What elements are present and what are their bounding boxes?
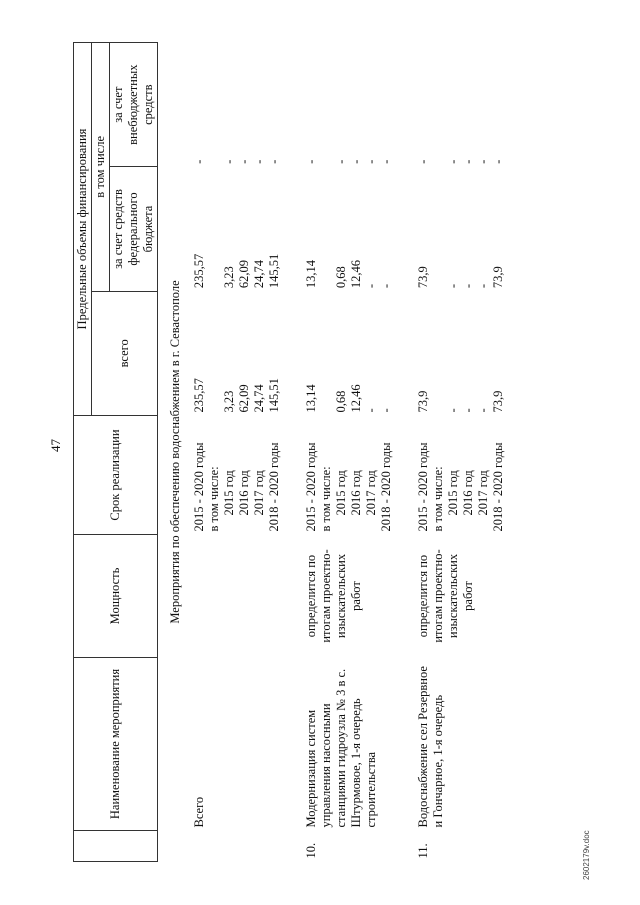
- row-periods-line: 2016 год: [237, 470, 251, 516]
- row-total-line: 73,9: [416, 390, 430, 413]
- row-power: определится по итогам проектно-изыскательских работ: [304, 549, 363, 643]
- row-extrabudget-line: -: [334, 159, 348, 164]
- row-federal: [191, 167, 283, 291]
- page-number: 47: [48, 439, 63, 452]
- row-federal: [415, 167, 507, 291]
- row-name: Всего: [192, 796, 206, 828]
- table-body: [158, 43, 528, 862]
- row-federal-line: 0,68: [334, 266, 348, 289]
- row-federal-line: -: [461, 284, 475, 289]
- row-federal-line: [319, 170, 334, 288]
- row-periods-line: 2015 год: [446, 470, 460, 516]
- header-term: Срок реализации: [74, 416, 158, 535]
- row-periods-line: 2018 - 2020 годы: [491, 442, 505, 532]
- row-extrabudget-line: [319, 46, 334, 164]
- row-spacer: [507, 43, 527, 862]
- row-spacer: [395, 43, 415, 862]
- rotated-table-container: [73, 42, 563, 862]
- row-periods-line: в том числе:: [431, 466, 445, 532]
- row-number: 10.: [304, 842, 318, 859]
- financing-table: [73, 42, 527, 862]
- row-total-line: -: [379, 408, 393, 413]
- row-extrabudget: [415, 43, 507, 167]
- row-extrabudget-line: -: [491, 159, 505, 164]
- row-periods: [191, 416, 283, 535]
- row-periods-line: 2016 год: [349, 470, 363, 516]
- table-row: [415, 43, 507, 862]
- row-power: [191, 535, 283, 658]
- row-extrabudget-line: -: [237, 159, 251, 164]
- row-extrabudget: [191, 43, 283, 167]
- section-title: Мероприятия по обеспечению водоснабжением в г. Севастополе: [168, 280, 182, 624]
- row-power: определится по итогам проектно-изыскательских работ: [416, 549, 475, 643]
- row-total: [415, 291, 507, 415]
- row-extrabudget-line: -: [192, 159, 206, 164]
- row-extrabudget-line: -: [379, 159, 393, 164]
- footer-code: 2602179v.doc: [582, 830, 591, 880]
- row-periods-line: 2017 год: [364, 470, 378, 516]
- header-power: Мощность: [74, 535, 158, 658]
- table-row: [191, 43, 283, 862]
- row-periods-line: 2018 - 2020 годы: [379, 442, 393, 532]
- row-federal-line: 24,74: [252, 260, 266, 289]
- row-extrabudget-line: -: [349, 159, 363, 164]
- row-periods-line: 2018 - 2020 годы: [267, 442, 281, 532]
- row-extrabudget-line: [207, 46, 222, 164]
- row-federal-line: -: [364, 284, 378, 289]
- row-extrabudget-line: -: [364, 159, 378, 164]
- row-total-line: -: [461, 408, 475, 413]
- row-total-line: -: [446, 408, 460, 413]
- row-federal: [303, 167, 395, 291]
- header-federal: за счет средств федерального бюджета: [110, 167, 158, 291]
- row-federal-line: [207, 170, 222, 288]
- row-total: [303, 291, 395, 415]
- row-total: [191, 291, 283, 415]
- row-periods-line: 2016 год: [461, 470, 475, 516]
- row-federal-line: 13,14: [304, 260, 318, 289]
- header-including: в том числе: [92, 43, 110, 292]
- row-periods-line: в том числе:: [207, 466, 221, 532]
- header-extrabudget: за счет внебюджетных средств: [110, 43, 158, 167]
- header-name: Наименование мероприятия: [74, 658, 158, 831]
- row-periods-line: 2015 год: [334, 470, 348, 516]
- row-federal-line: [431, 170, 446, 288]
- row-periods-line: 2015 - 2020 годы: [416, 442, 430, 532]
- row-total-line: 0,68: [334, 390, 348, 413]
- row-federal-line: 235,57: [192, 253, 206, 289]
- row-extrabudget-line: -: [461, 159, 475, 164]
- row-federal-line: 73,9: [491, 266, 505, 289]
- row-periods-line: 2017 год: [476, 470, 490, 516]
- row-federal-line: 145,51: [267, 253, 281, 289]
- table-row: [303, 43, 395, 862]
- row-periods-line: 2015 - 2020 годы: [192, 442, 206, 532]
- row-total-line: 235,57: [192, 378, 206, 413]
- row-extrabudget-line: -: [476, 159, 490, 164]
- row-total-line: 62,09: [237, 384, 251, 413]
- row-total-line: 13,14: [304, 384, 318, 413]
- row-federal-line: -: [476, 284, 490, 289]
- row-extrabudget-line: -: [446, 159, 460, 164]
- row-periods: [415, 416, 507, 535]
- row-extrabudget-line: -: [267, 159, 281, 164]
- row-periods-line: 2015 - 2020 годы: [304, 442, 318, 532]
- row-extrabudget: [303, 43, 395, 167]
- header-number: [74, 831, 158, 862]
- row-number: 11.: [416, 843, 430, 859]
- row-total-line: -: [364, 408, 378, 413]
- row-periods-line: 2015 год: [222, 470, 236, 516]
- row-federal-line: 73,9: [416, 266, 430, 289]
- row-spacer: [283, 43, 303, 862]
- row-extrabudget-line: -: [252, 159, 266, 164]
- row-total-line: 73,9: [491, 390, 505, 413]
- row-name: Модернизация систем управления насосными станциями гидроузла № 3 в с. Штурмовое, 1-я очередь строительства: [304, 668, 378, 828]
- row-federal-line: 3,23: [222, 266, 236, 289]
- row-federal-line: 62,09: [237, 260, 251, 289]
- row-total-line: 3,23: [222, 390, 236, 413]
- row-periods-line: в том числе:: [319, 466, 333, 532]
- row-total-line: [319, 294, 334, 412]
- row-extrabudget-line: [431, 46, 446, 164]
- row-extrabudget-line: -: [304, 159, 318, 164]
- row-name: Водоснабжение сел Резервное и Гончарное, 1-я очередь: [416, 666, 445, 828]
- row-federal-line: -: [379, 284, 393, 289]
- row-number: [191, 831, 283, 862]
- row-total-line: [207, 294, 222, 412]
- row-total-line: 24,74: [252, 384, 266, 413]
- row-periods: [303, 416, 395, 535]
- row-extrabudget-line: -: [416, 159, 430, 164]
- row-federal-line: 12,46: [349, 260, 363, 289]
- row-extrabudget-line: -: [222, 159, 236, 164]
- header-total: всего: [92, 291, 158, 415]
- row-total-line: [431, 294, 446, 412]
- row-total-line: 12,46: [349, 384, 363, 413]
- row-federal-line: -: [446, 284, 460, 289]
- row-total-line: 145,51: [267, 378, 281, 413]
- row-total-line: -: [476, 408, 490, 413]
- header-limits: Предельные объемы финансирования: [74, 43, 92, 416]
- row-periods-line: 2017 год: [252, 470, 266, 516]
